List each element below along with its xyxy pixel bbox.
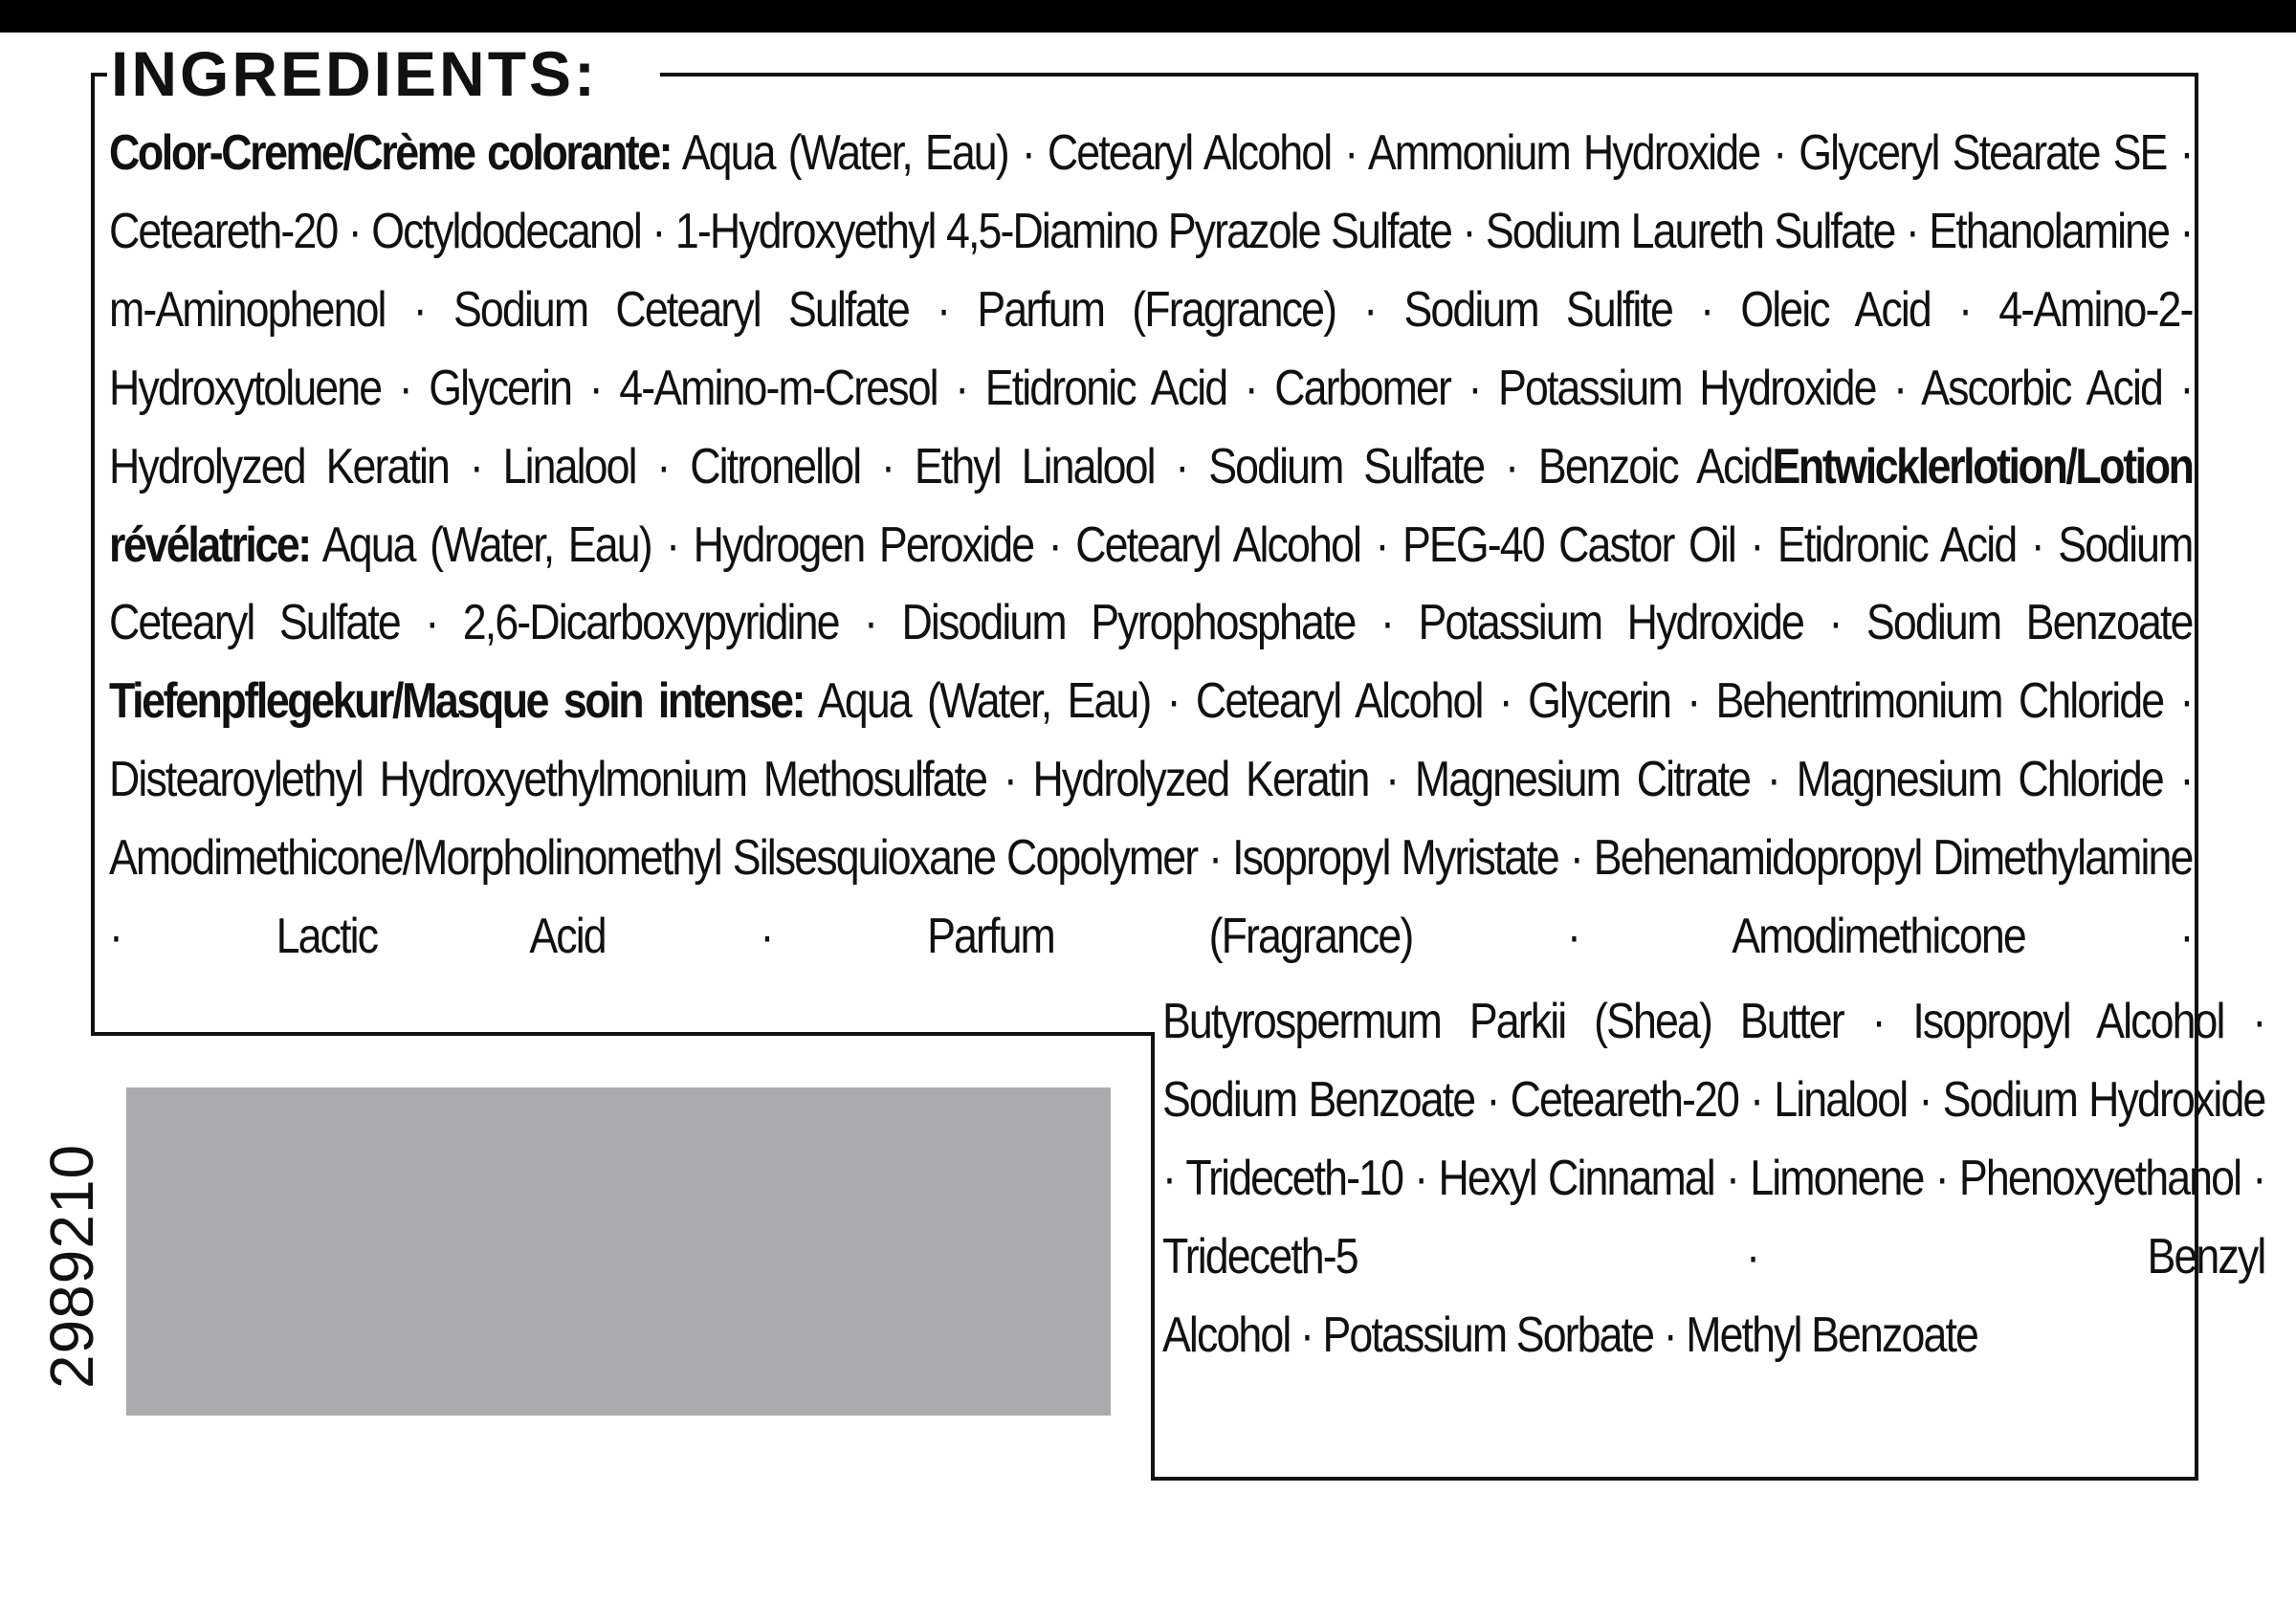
section-text-developer-lotion: Aqua (Water, Eau) · Hydrogen Peroxide · Cetearyl Alcohol · PEG-40 Castor Oil · Etidronic Acid · Sodium Cetearyl Sulfate · 2,6-Dicarboxypyridine · Disodium Pyrophosphate · Potassium Hydroxide · Sodium Benzoate: [109, 516, 2193, 651]
ingredients-continuation: [1162, 983, 2264, 1385]
continuation-text: Butyrospermum Parkii (Shea) Butter · Isopropyl Alcohol · Sodium Benzoate · Ceteareth-20 · Linalool · Sodium Hydroxide · Trideceth-10 · Hexyl Cinnamal · Limonene · Phenoxyethanol · Trideceth-5 · Benzyl: [1162, 994, 2265, 1285]
continuation-last-line: Alcohol · Potassium Sorbate · Methyl Benzoate: [1162, 1307, 1977, 1363]
section-text-color-creme: Aqua (Water, Eau) · Cetearyl Alcohol · Ammonium Hydroxide · Glyceryl Stearate SE · Ceteareth-20 · Octyldodecanol · 1-Hydroxyethyl 4,5-Diamino Pyrazole Sulfate · Sodium Laureth Sulfate · Ethanolamine · m-Aminophenol · Sodium Cetearyl Sulfate · Parfum (Fragrance) · Sodium Sulfite · Oleic Acid · 4-Amino-2-Hydroxytoluene · Glycerin · 4-Amino-m-Cresol · Etidronic Acid · Carbomer · Potassium Hydroxide · Ascorbic Acid · Hydrolyzed Keratin · Linalool · Citronellol · Ethyl Linalool · Sodium Sulfate · Benzoic Acid: [109, 125, 2193, 494]
section-label-intense-mask: Tiefenpflegekur/Masque soin intense:: [109, 673, 805, 730]
product-code: 2989210: [37, 1143, 106, 1389]
color-swatch: [126, 1087, 1111, 1416]
ingredients-heading: INGREDIENTS:: [107, 40, 611, 107]
section-text-intense-mask: Aqua (Water, Eau) · Cetearyl Alcohol · Glycerin · Behentrimonium Chloride · Distearoylethyl Hydroxyethylmonium Methosulfate · Hydrolyzed Keratin · Magnesium Citrate · Magnesium Chloride · Amodimethicone/Morpholinomethyl Silsesquioxane Copolymer · Isopropyl Myristate · Behenamidopropyl Dimethylamine · Lactic Acid · Parfum (Fragrance) · Amodimethicone ·: [109, 673, 2193, 965]
section-label-developer-lotion: Entwicklerlotion/Lotion révélatrice:: [109, 438, 2193, 573]
top-black-bar: [0, 0, 2296, 33]
section-label-color-creme: Color-Creme/Crème colorante:: [109, 125, 672, 181]
ingredients-text: [109, 115, 2193, 1014]
